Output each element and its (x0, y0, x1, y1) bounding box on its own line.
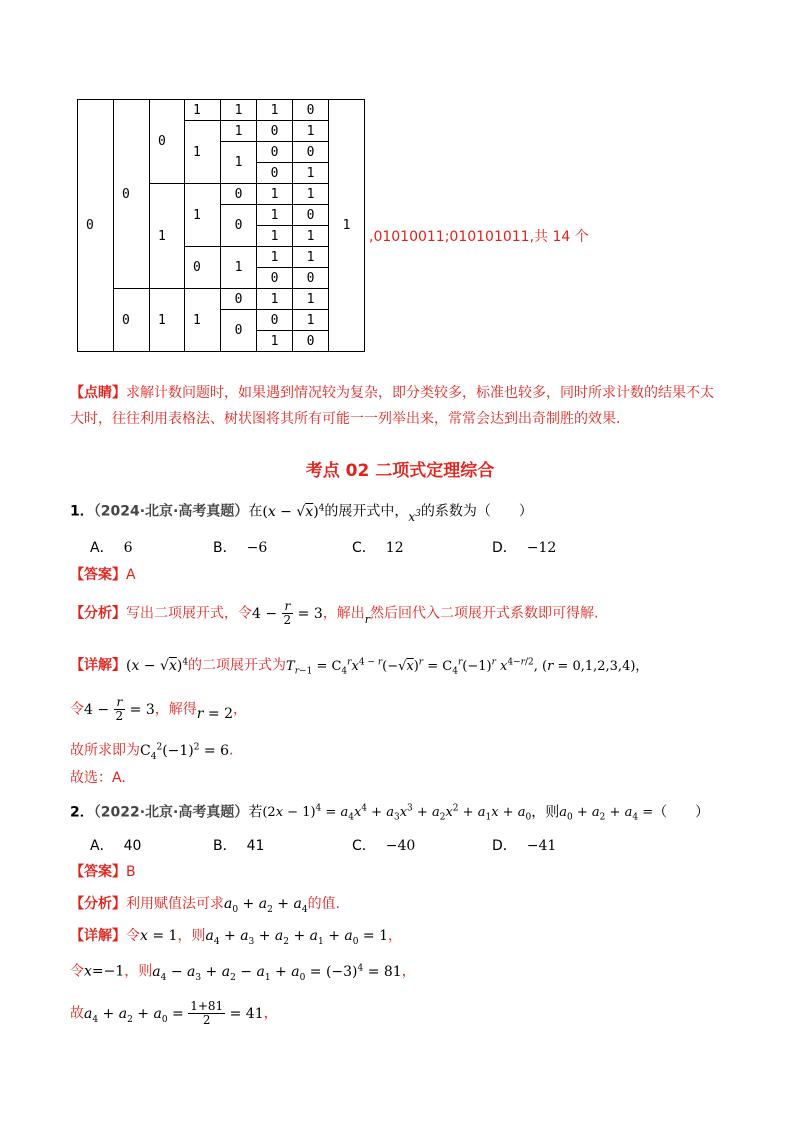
tree-cell: 1 (257, 226, 293, 247)
q2-step3 (70, 1000, 278, 1029)
q2-step2: 令x=−1，则$a_4 - a_3 + a_2 - a_1 + a_0 = (-3)^4 = 81$， (70, 963, 416, 983)
q2-detail-text-3: ， (388, 928, 403, 944)
q1-analysis-text-3: 然后回代入二项展开式系数即可得解. (370, 605, 599, 622)
q1-expression: $(x - √x)^4$ (262, 503, 325, 520)
q1-text-2: 的展开式中， (324, 503, 409, 520)
q2-step3-text: 故 (70, 1005, 84, 1022)
q1-number: 1． (70, 503, 94, 520)
q2-detail (70, 926, 402, 952)
tree-cell: 1 (329, 100, 365, 352)
q1-step2-text-3: ， (232, 701, 247, 718)
q1-answer-value: A (126, 567, 136, 583)
q2-step2-text-2: ，则 (124, 963, 153, 980)
q1-step2-result: r = 2 (196, 705, 233, 722)
q2-analysis-text-2: 的值. (307, 896, 341, 912)
q2-step2-text: 令 (70, 963, 84, 980)
q2-analysis-tag: 【分析】 (70, 896, 126, 912)
tree-cell: 0 (293, 331, 329, 352)
tree-cell: 0 (293, 205, 329, 226)
q2-detail-tag: 【详解】 (70, 928, 126, 944)
tree-cell: 1 (257, 205, 293, 226)
q1-text: 在 (248, 503, 263, 520)
tree-cell: 0 (257, 163, 293, 184)
tree-cell: 1 (221, 121, 257, 142)
q1-detail-text: 的二项展开式为 (188, 657, 287, 674)
q2-analysis-expr: $a_0 + a_2 + a_4$ (224, 896, 308, 915)
note-tag: 【点睛】 (70, 385, 126, 401)
tree-cell: 1 (185, 121, 221, 184)
tree-cell: 0 (293, 142, 329, 163)
q1-source: （2024·北京·高考真题） (93, 503, 249, 520)
q1-analysis-r: r (364, 612, 370, 626)
tree-cell: 0 (221, 310, 257, 352)
q1-term: $x^3$ (408, 508, 421, 524)
tree-cell: 1 (221, 142, 257, 184)
tree-cell: 1 (293, 289, 329, 310)
tree-cell: 0 (185, 247, 221, 289)
q2-source: （2022·北京·高考真题） (93, 804, 249, 821)
q2-step3-text-2: ， (263, 1005, 278, 1022)
q2-detail-text-2: ，则 (177, 928, 206, 944)
tree-cell: 0 (293, 100, 329, 121)
q1-analysis-tag: 【分析】 (70, 605, 126, 622)
q2-answer-value: B (126, 864, 136, 880)
tree-cell: 0 (257, 310, 293, 331)
q1-step2 (70, 696, 247, 723)
tree-cell: 0 (221, 205, 257, 247)
tree-cell: 0 (257, 268, 293, 289)
q1-step2-text-2: ，解得 (154, 701, 197, 718)
tree-cell: 0 (114, 289, 150, 352)
q1-analysis-text: 写出二项展开式，令 (126, 605, 252, 622)
q1-final: 故选：A. (70, 770, 126, 786)
tree-cell: 1 (150, 289, 185, 352)
tree-cell: 0 (293, 268, 329, 289)
tree-cell: 1 (257, 184, 293, 205)
tree-cell: 0 (150, 100, 185, 184)
q1-answer (70, 565, 136, 585)
q1-step3-value: $C_4^2(-1)^2 = 6$ (140, 742, 230, 762)
q1-step3 (70, 737, 233, 766)
q1-stem (70, 498, 533, 522)
tree-result-text: ,01010011;010101011,共 14 个 (369, 229, 589, 245)
section-title: 考点 02 二项式定理综合 (305, 461, 495, 481)
tree-cell: 0 (257, 142, 293, 163)
tree-cell: 0 (221, 289, 257, 310)
q2-step3-value: $a_4 + a_2 + a_0$ = $\frac{1+81}{2}$ = 41 (84, 999, 264, 1027)
q1-detail-expression: $(x - √x)^4$ (126, 657, 189, 674)
q1-option-d[interactable]: D． −12 (492, 540, 557, 556)
q1-step3-text: 故所求即为 (70, 742, 140, 759)
q2-text-3: （ ） (653, 804, 710, 821)
tree-cell: 1 (185, 100, 221, 121)
q1-analysis-equation: 4 − $\frac{r}{2}$ = 3 (252, 599, 323, 627)
tree-cell: 1 (293, 226, 329, 247)
tree-cell: 1 (293, 184, 329, 205)
tree-cell: 1 (257, 247, 293, 268)
q1-option-c[interactable]: C． 12 (352, 540, 404, 556)
tree-cell: 1 (257, 100, 293, 121)
tree-cell: 0 (114, 100, 150, 289)
q2-option-c[interactable]: C． −40 (352, 838, 416, 854)
q1-step2-equation: 4 − $\frac{r}{2}$ = 3 (84, 695, 155, 723)
tree-cell: 1 (293, 163, 329, 184)
q1-step3-text-2: . (229, 742, 234, 759)
tree-cell: 0 (221, 184, 257, 205)
q2-option-a[interactable]: A． 40 (90, 838, 142, 854)
q2-text: 若 (248, 804, 263, 821)
q1-analysis-text-2: ，解出 (322, 605, 365, 622)
q2-step2-sum: $a_4 - a_3 + a_2 - a_1 + a_0 = (-3)^4 = 81$ (152, 963, 402, 983)
tree-cell: 1 (150, 184, 185, 289)
q2-analysis-text: 利用赋值法可求 (126, 896, 224, 912)
q2-step2-x: x=−1 (84, 963, 125, 980)
tree-cell: 0 (78, 100, 114, 352)
tree-cell: 1 (185, 289, 221, 352)
tree-cell: 1 (293, 121, 329, 142)
q1-detail-tag: 【详解】 (70, 657, 126, 674)
note-line-1 (70, 383, 714, 403)
tree-cell: 1 (221, 247, 257, 289)
q2-analysis (70, 894, 340, 920)
q1-option-a[interactable]: A． 6 (90, 540, 133, 556)
tree-cell: 1 (257, 331, 293, 352)
q2-answer (70, 862, 136, 882)
tree-cell: 1 (257, 289, 293, 310)
q2-detail-x: x = 1 (140, 928, 178, 944)
tree-cell: 1 (293, 247, 329, 268)
q1-detail (70, 652, 648, 681)
tree-cell: 1 (185, 184, 221, 247)
q2-option-b[interactable]: B． 41 (213, 838, 265, 854)
q2-detail-sum: $a_4 + a_3 + a_2 + a_1 + a_0 = 1$ (205, 928, 389, 947)
q2-detail-text: 令 (126, 928, 140, 944)
q1-answer-tag: 【答案】 (70, 567, 126, 583)
note-line-2: 大时，往往利用表格法、树状图将其所有可能一一列举出来，常常会达到出奇制胜的效果. (70, 411, 621, 427)
q1-option-b[interactable]: B． −6 (213, 540, 268, 556)
q2-number: 2． (70, 804, 94, 821)
enumeration-tree-table (77, 99, 365, 352)
q2-target: $a_0 + a_2 + a_4$ = (559, 805, 654, 823)
q1-detail-formula: $T_{r-1} = C_4^rx^{4 - r}(-√x)^r = C_4^r(-1)^r$ $x^{4-r/2}$, (r = 0,1,2,3,4)， (286, 657, 649, 677)
q2-equation: $(2x - 1)^4 = a_4x^4 + a_3x^3 + a_2x^2 + a_1x + a_0$ (262, 804, 532, 823)
tree-cell: 0 (257, 121, 293, 142)
q2-stem (70, 799, 709, 828)
q1-text-3: 的系数为（ ） (420, 503, 533, 520)
q1-analysis (70, 600, 598, 627)
note-text-1: 求解计数问题时，如果遇到情况较为复杂，即分类较多，标准也较多，同时所求计数的结果不太 (126, 385, 714, 401)
q1-step2-text: 令 (70, 701, 84, 718)
tree-cell: 1 (221, 100, 257, 121)
q2-text-2: ，则 (531, 804, 560, 821)
q2-answer-tag: 【答案】 (70, 864, 126, 880)
tree-cell: 1 (293, 310, 329, 331)
q2-option-d[interactable]: D． −41 (492, 838, 557, 854)
